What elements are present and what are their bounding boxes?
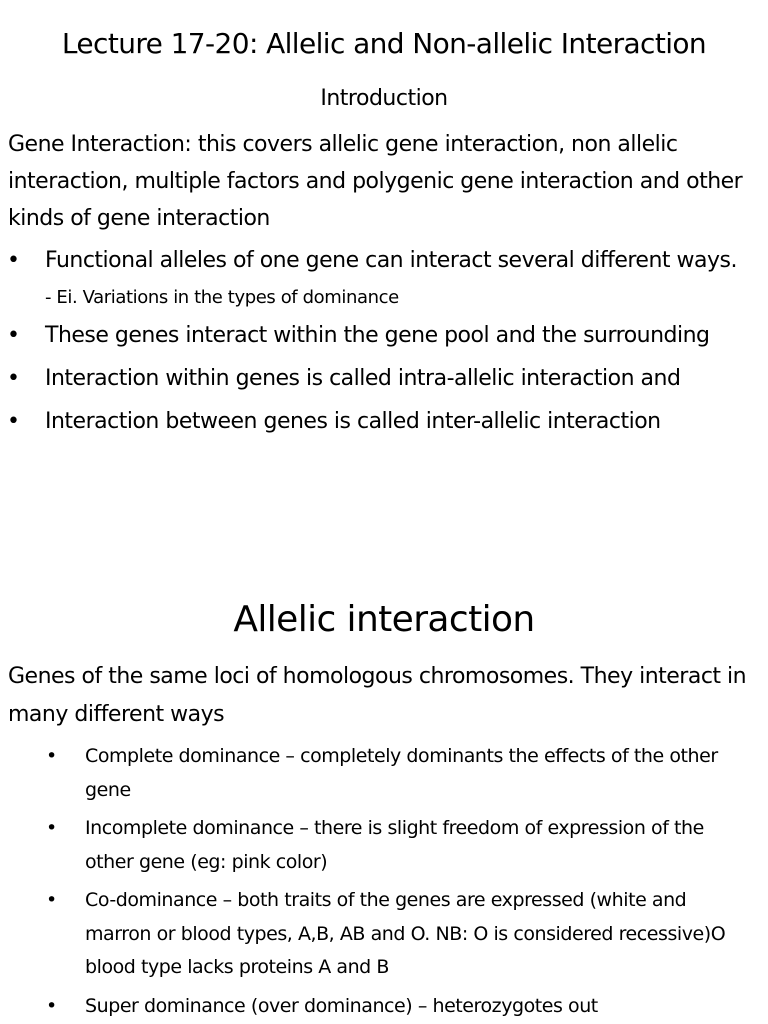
bullet-item <box>0 403 760 440</box>
bullet-text: Interaction between genes is called inter-allelic interaction <box>45 409 661 434</box>
bullet-icon: • <box>46 817 57 839</box>
bullet-item <box>0 360 760 397</box>
bullet-text: Co-dominance – both traits of the genes are expressed (white and marron or blood types, A,B, AB and O. NB: O is considered recessive)O blood type lacks proteins A and B <box>85 889 726 978</box>
bullet-icon: • <box>46 889 57 911</box>
bullet-text: Functional alleles of one gene can interact several different ways. <box>45 248 737 273</box>
bullet-item <box>0 990 755 1024</box>
slide-allelic-interaction <box>0 576 768 1024</box>
bullet-icon: • <box>7 366 20 391</box>
bullet-text: Interaction within genes is called intra-allelic interaction and <box>45 366 681 391</box>
bullet-icon: • <box>7 248 20 273</box>
intro-paragraph: Genes of the same loci of homologous chromosomes. They interact in many different ways <box>8 664 747 727</box>
bullet-icon: • <box>46 994 57 1017</box>
bullet-icon: • <box>7 409 20 434</box>
bullet-item <box>0 740 755 807</box>
bullet-list <box>0 242 760 446</box>
bullet-item <box>0 884 755 985</box>
bullet-text: These genes interact within the gene pool and the surrounding <box>45 323 710 348</box>
bullet-text: Complete dominance – completely dominants the effects of the other gene <box>85 745 718 801</box>
slide-title: Allelic interaction <box>233 599 535 640</box>
bullet-icon: • <box>7 323 20 348</box>
intro-paragraph: Gene Interaction: this covers allelic gene interaction, non allelic interaction, multiple factors and polygenic gene interaction and other kinds of gene interaction <box>8 132 743 231</box>
bullet-text: Super dominance (over dominance) – heterozygotes out <box>85 994 598 1017</box>
bullet-item <box>0 317 760 354</box>
bullet-icon: • <box>46 745 57 767</box>
sub-bullet-text: - Ei. Variations in the types of dominance <box>45 287 399 308</box>
slide-title: Lecture 17-20: Allelic and Non-allelic Interaction <box>61 27 707 60</box>
bullet-item <box>0 242 760 311</box>
slide-subtitle: Introduction <box>320 86 448 111</box>
bullet-item <box>0 812 755 879</box>
bullet-text: Incomplete dominance – there is slight freedom of expression of the other gene (eg: pink color) <box>85 817 704 873</box>
bullet-list <box>0 740 755 1024</box>
